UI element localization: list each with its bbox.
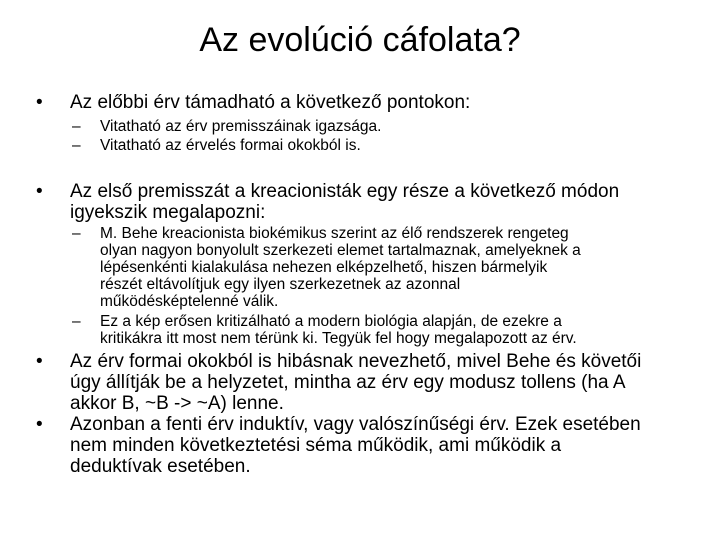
bullet-marker: • <box>36 414 43 435</box>
bullet-text: Az előbbi érv támadható a következő pontokon: <box>70 92 471 113</box>
sub-bullet-marker: – <box>72 137 81 154</box>
bullet-text-line: igyekszik megalapozni: <box>70 202 266 223</box>
sub-bullet-marker: – <box>72 225 81 242</box>
bullet-text-line: úgy állítják be a helyzetet, mintha az érv egy modusz tollens (ha A <box>70 372 626 393</box>
sub-bullet-text-line: kritikákra itt most nem térünk ki. Tegyük fel hogy megalapozott az érv. <box>100 330 577 347</box>
sub-bullet-text-line: M. Behe kreacionista biokémikus szerint az élő rendszerek rengeteg <box>100 225 569 242</box>
bullet-text-line: nem minden következtetési séma működik, ami működik a <box>70 435 562 456</box>
bullet-text-line: Az érv formai okokból is hibásnak nevezhető, mivel Behe és követői <box>70 351 642 372</box>
sub-bullet-text-line: lépésenkénti kialakulása nehezen elképzelhető, hiszen bármelyik <box>100 259 548 276</box>
sub-bullet-marker: – <box>72 313 81 330</box>
bullet-marker: • <box>36 181 43 202</box>
bullet-marker: • <box>36 92 43 113</box>
sub-bullet-marker: – <box>72 118 81 135</box>
slide-title: Az evolúció cáfolata? <box>199 21 521 59</box>
sub-bullet-text: Vitatható az érvelés formai okokból is. <box>100 137 361 154</box>
bullet-marker: • <box>36 351 43 372</box>
bullet-text-line: deduktívak esetében. <box>70 456 251 477</box>
sub-bullet-text-line: Ez a kép erősen kritizálható a modern biológia alapján, de ezekre a <box>100 313 562 330</box>
bullet-text-line: akkor B, ~B -> ~A) lenne. <box>70 393 284 414</box>
bullet-text-line: Azonban a fenti érv induktív, vagy valószínűségi érv. Ezek esetében <box>70 414 641 435</box>
sub-bullet-text-line: működésképtelenné válik. <box>100 293 279 310</box>
sub-bullet-text: Vitatható az érv premisszáinak igazsága. <box>100 118 382 135</box>
sub-bullet-text-line: részét eltávolítjuk egy ilyen szerkezetnek az azonnal <box>100 276 461 293</box>
bullet-text-line: Az első premisszát a kreacionisták egy része a következő módon <box>70 181 620 202</box>
sub-bullet-text-line: olyan nagyon bonyolult szerkezeti elemet tartalmaznak, amelyeknek a <box>100 242 581 259</box>
